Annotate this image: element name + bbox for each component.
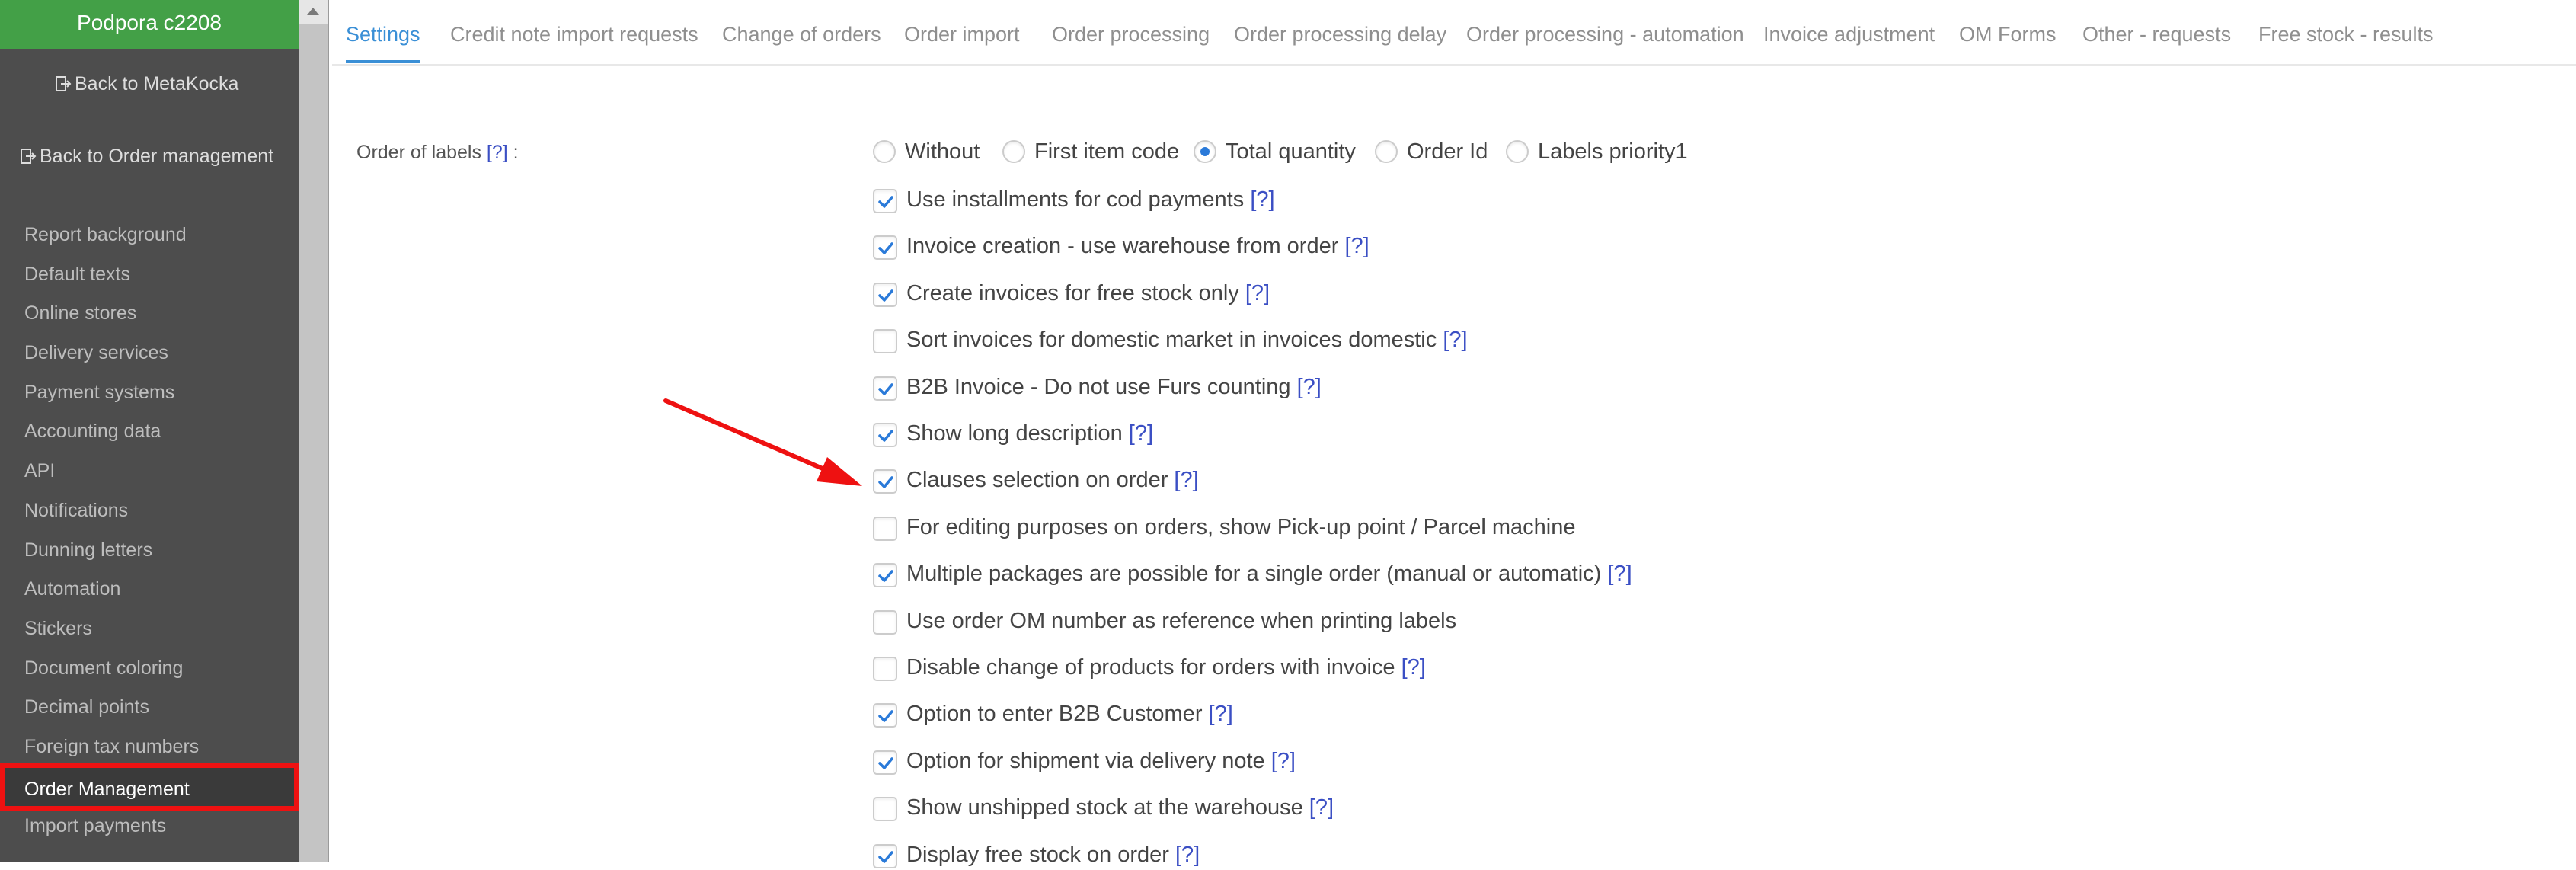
back-to-order-management-label: Back to Order management bbox=[40, 146, 274, 167]
setting-label bbox=[906, 561, 1632, 587]
checkbox-checked[interactable] bbox=[873, 376, 897, 401]
order-of-labels-label bbox=[356, 142, 519, 164]
tab-order-processing[interactable]: Order processing bbox=[1052, 23, 1210, 46]
setting-label bbox=[906, 468, 1199, 493]
setting-label bbox=[906, 187, 1275, 213]
sidebar-item-document-coloring[interactable]: Document coloring bbox=[24, 657, 184, 679]
setting-text: Option for shipment via delivery note bbox=[906, 749, 1265, 773]
back-to-order-management-link[interactable] bbox=[20, 146, 273, 168]
checkmark-icon bbox=[877, 382, 894, 397]
sidebar-item-import-payments[interactable]: Import payments bbox=[24, 815, 167, 836]
sidebar-item-payment-systems[interactable]: Payment systems bbox=[24, 382, 175, 403]
scroll-up-arrow-icon[interactable] bbox=[299, 0, 328, 24]
sidebar-item-api[interactable]: API bbox=[24, 460, 56, 481]
help-link[interactable]: [?] bbox=[1309, 795, 1334, 820]
help-link[interactable]: [?] bbox=[1245, 281, 1270, 305]
setting-label bbox=[906, 328, 1468, 353]
back-to-metakocka-link[interactable] bbox=[55, 73, 238, 95]
setting-label bbox=[906, 702, 1233, 727]
sidebar-item-order-management-label: Order Management bbox=[24, 779, 190, 800]
tab-free-stock-results[interactable]: Free stock - results bbox=[2258, 23, 2434, 46]
setting-label bbox=[906, 421, 1153, 446]
sidebar-item-online-stores[interactable]: Online stores bbox=[24, 302, 137, 324]
checkmark-icon bbox=[877, 756, 894, 771]
checkmark-icon bbox=[877, 708, 894, 724]
setting-text: Use installments for cod payments bbox=[906, 187, 1245, 212]
order-of-labels-text: Order of labels bbox=[356, 142, 481, 163]
tab-bar bbox=[332, 0, 2576, 66]
setting-text: Clauses selection on order bbox=[906, 468, 1168, 492]
setting-label bbox=[906, 795, 1334, 820]
setting-text: B2B Invoice - Do not use Furs counting bbox=[906, 375, 1291, 399]
checkmark-icon bbox=[877, 288, 894, 303]
radio-button-selected[interactable] bbox=[1194, 140, 1216, 163]
tab-invoice-adjustment[interactable]: Invoice adjustment bbox=[1763, 23, 1935, 46]
sidebar-item-delivery-services[interactable]: Delivery services bbox=[24, 342, 168, 363]
radio-button[interactable] bbox=[1002, 140, 1025, 163]
sidebar-item-accounting-data[interactable]: Accounting data bbox=[24, 421, 161, 442]
sidebar-item-order-management[interactable] bbox=[0, 763, 299, 811]
setting-label bbox=[906, 655, 1426, 680]
radio-label: Without bbox=[905, 139, 980, 164]
sidebar-item-notifications[interactable]: Notifications bbox=[24, 500, 129, 521]
checkbox[interactable] bbox=[873, 517, 897, 541]
radio-label: First item code bbox=[1034, 139, 1180, 164]
sidebar-item-foreign-tax-numbers[interactable]: Foreign tax numbers bbox=[24, 736, 200, 757]
sidebar-item-automation[interactable]: Automation bbox=[24, 578, 121, 600]
sidebar-item-stickers[interactable]: Stickers bbox=[24, 618, 92, 639]
sidebar-item-report-background[interactable]: Report background bbox=[24, 224, 187, 245]
setting-text: For editing purposes on orders, show Pick-up point / Parcel machine bbox=[906, 515, 1576, 539]
radio-button[interactable] bbox=[1506, 140, 1529, 163]
order-of-labels-colon: : bbox=[513, 142, 519, 163]
help-link[interactable]: [?] bbox=[486, 142, 508, 163]
checkbox-checked[interactable] bbox=[873, 469, 897, 494]
help-link[interactable]: [?] bbox=[1296, 375, 1322, 399]
setting-text: Use order OM number as reference when printing labels bbox=[906, 609, 1457, 633]
tab-order-processing-automation[interactable]: Order processing - automation bbox=[1466, 23, 1744, 46]
checkmark-icon bbox=[877, 568, 894, 584]
radio-label: Order Id bbox=[1407, 139, 1488, 164]
tab-order-import[interactable]: Order import bbox=[904, 23, 1020, 46]
sidebar-scrollbar[interactable] bbox=[299, 0, 329, 862]
setting-text: Sort invoices for domestic market in invoices domestic bbox=[906, 328, 1437, 352]
exit-icon bbox=[20, 148, 37, 165]
checkbox[interactable] bbox=[873, 657, 897, 681]
setting-text: Disable change of products for orders with invoice bbox=[906, 655, 1395, 680]
radio-label: Labels priority1 bbox=[1538, 139, 1688, 164]
checkmark-icon bbox=[877, 241, 894, 256]
help-link[interactable]: [?] bbox=[1250, 187, 1275, 212]
checkbox-checked[interactable] bbox=[873, 703, 897, 728]
tab-change-of-orders[interactable]: Change of orders bbox=[722, 23, 881, 46]
tab-settings[interactable]: Settings bbox=[346, 23, 420, 46]
setting-text: Display free stock on order bbox=[906, 843, 1169, 867]
checkmark-icon bbox=[877, 428, 894, 443]
setting-label bbox=[906, 281, 1270, 306]
checkmark-icon bbox=[877, 849, 894, 865]
sidebar-header bbox=[0, 0, 299, 49]
checkbox-checked[interactable] bbox=[873, 283, 897, 307]
radio-label: Total quantity bbox=[1226, 139, 1356, 164]
checkbox-checked[interactable] bbox=[873, 235, 897, 260]
sidebar-item-default-texts[interactable]: Default texts bbox=[24, 264, 130, 285]
help-link[interactable]: [?] bbox=[1607, 561, 1632, 586]
checkbox[interactable] bbox=[873, 797, 897, 821]
back-to-metakocka-label: Back to MetaKocka bbox=[75, 73, 239, 94]
checkbox[interactable] bbox=[873, 610, 897, 635]
checkbox-checked[interactable] bbox=[873, 844, 897, 868]
workspace-title: Podpora c2208 bbox=[77, 11, 222, 34]
help-link[interactable]: [?] bbox=[1208, 702, 1233, 726]
help-link[interactable]: [?] bbox=[1401, 655, 1426, 680]
help-link[interactable]: [?] bbox=[1270, 749, 1296, 773]
setting-label bbox=[906, 609, 1456, 634]
help-link[interactable]: [?] bbox=[1128, 421, 1154, 446]
setting-text: Show long description bbox=[906, 421, 1123, 446]
setting-text: Option to enter B2B Customer bbox=[906, 702, 1203, 726]
setting-label bbox=[906, 234, 1369, 259]
checkmark-icon bbox=[877, 475, 894, 490]
radio-button[interactable] bbox=[873, 140, 896, 163]
checkbox-checked[interactable] bbox=[873, 750, 897, 775]
checkbox-checked[interactable] bbox=[873, 423, 897, 447]
setting-label bbox=[906, 843, 1200, 868]
tab-om-forms[interactable]: OM Forms bbox=[1959, 23, 2057, 46]
checkmark-icon bbox=[877, 194, 894, 210]
help-link[interactable]: [?] bbox=[1175, 843, 1200, 867]
red-arrow-icon bbox=[655, 393, 865, 491]
setting-label bbox=[906, 375, 1322, 400]
checkbox[interactable] bbox=[873, 329, 897, 353]
setting-label bbox=[906, 515, 1576, 540]
sidebar-item-decimal-points[interactable]: Decimal points bbox=[24, 696, 149, 718]
help-link[interactable]: [?] bbox=[1174, 468, 1199, 492]
tab-credit-note-import-requests[interactable]: Credit note import requests bbox=[450, 23, 698, 46]
setting-text: Multiple packages are possible for a single order (manual or automatic) bbox=[906, 561, 1602, 586]
tab-other-requests[interactable]: Other - requests bbox=[2082, 23, 2232, 46]
help-link[interactable]: [?] bbox=[1344, 234, 1369, 258]
tab-order-processing-delay[interactable]: Order processing delay bbox=[1234, 23, 1447, 46]
checkbox-checked[interactable] bbox=[873, 189, 897, 213]
exit-icon bbox=[55, 75, 72, 92]
radio-button[interactable] bbox=[1375, 140, 1398, 163]
setting-label bbox=[906, 749, 1296, 774]
setting-text: Invoice creation - use warehouse from order bbox=[906, 234, 1339, 258]
active-tab-indicator bbox=[346, 60, 420, 63]
setting-text: Show unshipped stock at the warehouse bbox=[906, 795, 1303, 820]
sidebar-item-dunning-letters[interactable]: Dunning letters bbox=[24, 539, 153, 561]
checkbox-checked[interactable] bbox=[873, 563, 897, 587]
help-link[interactable]: [?] bbox=[1443, 328, 1468, 352]
setting-text: Create invoices for free stock only bbox=[906, 281, 1239, 305]
sidebar bbox=[0, 0, 299, 862]
